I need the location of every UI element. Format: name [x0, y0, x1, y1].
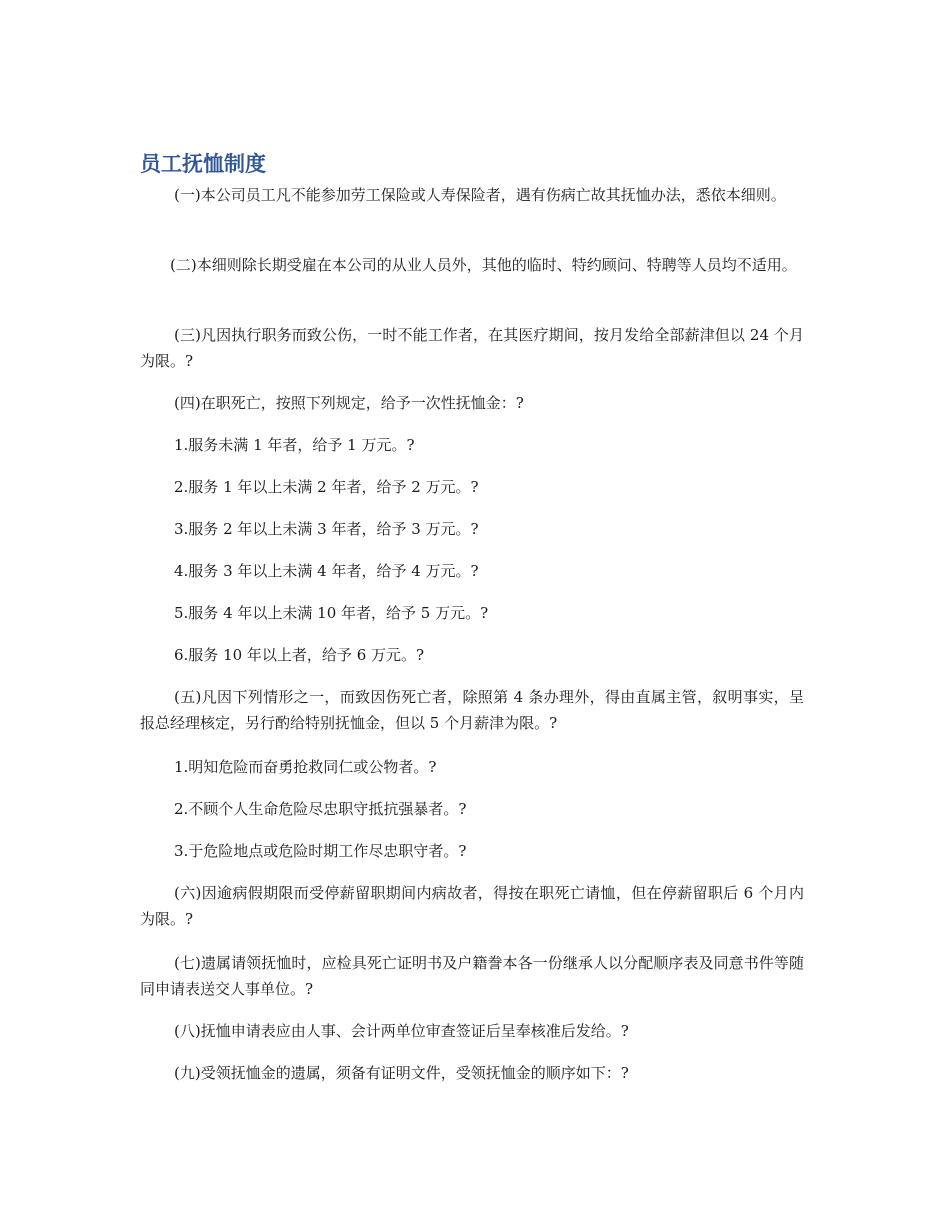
paragraph-4: (四)在职死亡，按照下列规定，给予一次性抚恤金：?: [174, 394, 524, 412]
list-item-4-1: 1.服务未满 1 年者，给予 1 万元。?: [174, 436, 415, 454]
list-item-5-2: 2.不顾个人生命危险尽忠职守抵抗强暴者。?: [174, 800, 467, 818]
paragraph-1: (一)本公司员工凡不能参加劳工保险或人寿保险者，遇有伤病亡故其抚恤办法，悉依本细则。: [174, 186, 786, 204]
list-item-4-5: 5.服务 4 年以上未满 10 年者，给予 5 万元。?: [174, 604, 489, 622]
list-item-4-6: 6.服务 10 年以上者，给予 6 万元。?: [174, 646, 425, 664]
list-item-4-4: 4.服务 3 年以上未满 4 年者，给予 4 万元。?: [174, 562, 479, 580]
paragraph-2: (二)本细则除长期受雇在本公司的从业人员外，其他的临时、特约顾问、特聘等人员均不适用。: [170, 256, 797, 274]
paragraph-3: (三)凡因执行职务而致公伤，一时不能工作者，在其医疗期间，按月发给全部薪津但以 24 个月为限。?: [140, 326, 804, 370]
list-item-5-3: 3.于危险地点或危险时期工作尽忠职守者。?: [174, 842, 467, 860]
list-item-4-2: 2.服务 1 年以上未满 2 年者，给予 2 万元。?: [174, 478, 479, 496]
list-item-5-1: 1.明知危险而奋勇抢救同仁或公物者。?: [174, 758, 437, 776]
paragraph-9: (九)受领抚恤金的遗属，须备有证明文件，受领抚恤金的顺序如下：?: [174, 1064, 629, 1082]
paragraph-8: (八)抚恤申请表应由人事、会计两单位审查签证后呈奉核准后发给。?: [174, 1022, 629, 1040]
list-item-4-3: 3.服务 2 年以上未满 3 年者，给予 3 万元。?: [174, 520, 479, 538]
document-title: 员工抚恤制度: [140, 152, 266, 176]
paragraph-6: (六)因逾病假期限而受停薪留职期间内病故者，得按在职死亡请恤，但在停薪留职后 6 个月内为限。?: [140, 884, 804, 928]
paragraph-7: (七)遗属请领抚恤时，应检具死亡证明书及户籍誊本各一份继承人以分配顺序表及同意书件等随同申请表送交人事单位。?: [140, 954, 804, 998]
paragraph-5: (五)凡因下列情形之一，而致因伤死亡者，除照第 4 条办理外，得由直属主管，叙明事实，呈报总经理核定，另行酌给特别抚恤金，但以 5 个月薪津为限。?: [140, 688, 804, 732]
